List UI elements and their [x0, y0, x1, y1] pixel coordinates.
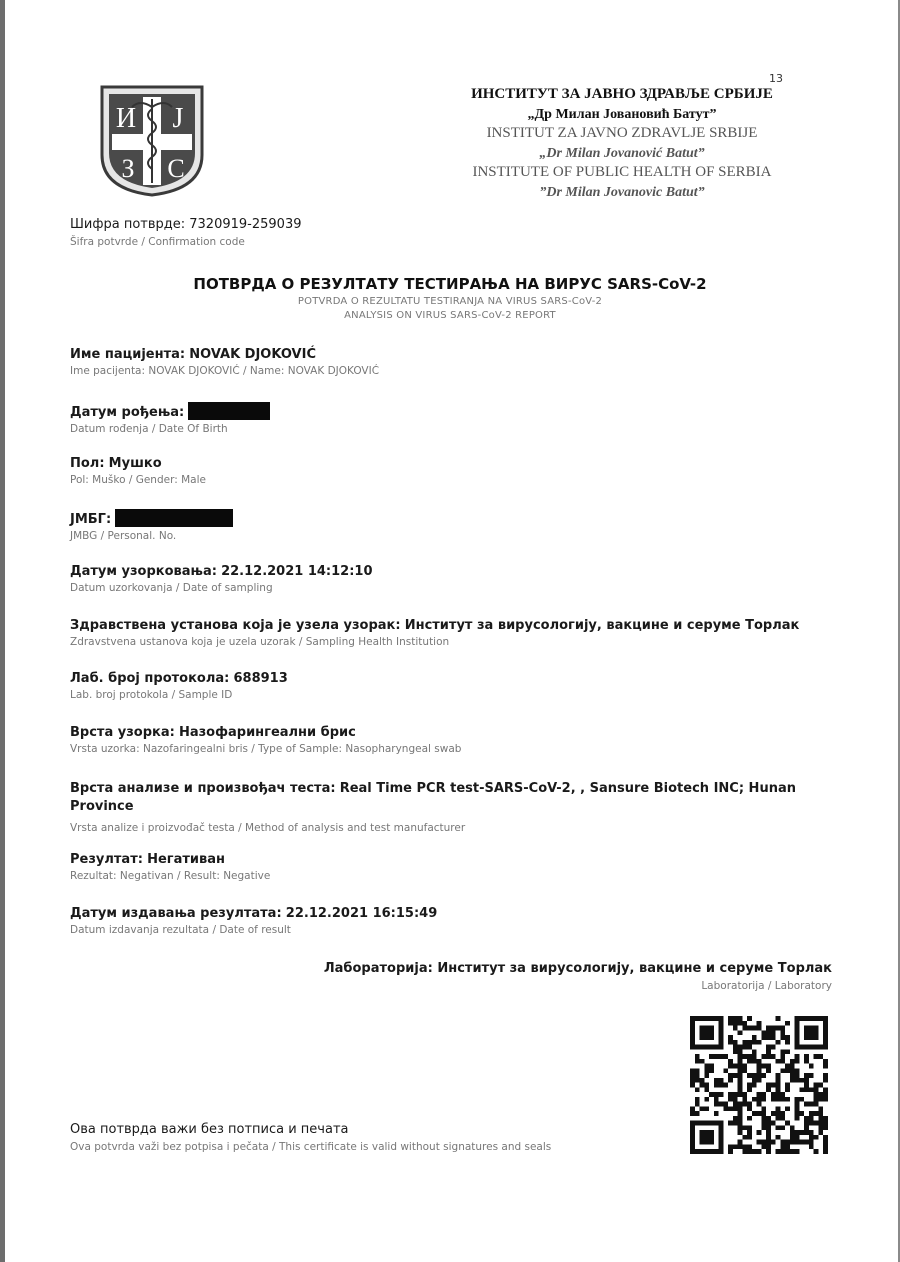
sampling-date-value: 22.12.2021 14:12:10	[221, 564, 373, 579]
title-main: ПОТВРДА О РЕЗУЛТАТУ ТЕСТИРАЊА НА ВИРУС SARS-CoV-2	[193, 275, 707, 293]
field-sample-type	[70, 725, 830, 755]
institution-label: Здравствена установа која је узела узорак:	[70, 618, 401, 633]
result-date-label: Датум издавања резултата:	[70, 906, 282, 921]
sex-value: Мушко	[108, 456, 162, 471]
institute-name-english: INSTITUTE OF PUBLIC HEALTH OF SERBIA	[472, 164, 772, 180]
sampling-date-label: Датум узорковања:	[70, 564, 217, 579]
field-jmbg	[70, 509, 830, 542]
logo-letter-i: И	[115, 103, 137, 134]
analysis-sub: Vrsta analize i proizvođač testa / Method of analysis and test manufacturer	[70, 822, 466, 834]
validity-sub: Ova potvrda važi bez potpisa i pečata / This certificate is valid without signatures and seals	[70, 1141, 552, 1153]
institute-header	[440, 85, 804, 202]
laboratory-label: Лабораторија:	[323, 961, 433, 976]
field-protocol	[70, 671, 830, 701]
logo-letter-s: С	[167, 154, 185, 183]
patient-sub: Ime pacijenta: NOVAK DJOKOVIĆ / Name: NOVAK DJOKOVIĆ	[70, 365, 380, 377]
sample-type-value: Назофарингеални брис	[178, 725, 356, 740]
field-institution	[70, 618, 830, 648]
logo-letter-j: Ј	[172, 103, 184, 134]
logo-letter-z: З	[121, 154, 135, 183]
validity-note	[70, 1122, 551, 1153]
institute-logo	[100, 85, 204, 197]
protocol-sub: Lab. broj protokola / Sample ID	[70, 689, 233, 701]
field-analysis	[70, 780, 818, 837]
protocol-value: 688913	[233, 671, 288, 686]
jmbg-sub: JMBG / Personal. No.	[70, 530, 177, 542]
institution-value: Институт за вирусологију, вакцине и серуме Торлак	[404, 618, 800, 633]
laboratory	[324, 961, 832, 992]
title-english: ANALYSIS ON VIRUS SARS-CoV-2 REPORT	[344, 310, 556, 321]
patient-label: Име пацијента:	[70, 347, 186, 362]
laboratory-value: Институт за вирусологију, вакцине и серуме Торлак	[437, 961, 832, 976]
protocol-label: Лаб. број протокола:	[70, 671, 230, 686]
result-date-value: 22.12.2021 16:15:49	[285, 906, 438, 921]
confirmation-label: Шифра потврде:	[70, 217, 186, 232]
jmbg-label: ЈМБГ:	[70, 512, 112, 527]
validity-main: Ова потврда важи без потписа и печата	[70, 1122, 349, 1137]
field-sampling-date	[70, 564, 830, 594]
dob-redaction	[188, 402, 270, 420]
analysis-value: Real Time PCR test-SARS-CoV-2, , Sansure Biotech INC; Hunan Province	[70, 781, 796, 814]
result-date-sub: Datum izdavanja rezultata / Date of result	[70, 924, 291, 936]
dob-sub: Datum rođenja / Date Of Birth	[70, 423, 228, 435]
patient-value: NOVAK DJOKOVIĆ	[189, 347, 316, 362]
confirmation-sub: Šifra potvrde / Confirmation code	[70, 236, 245, 248]
institute-name-cyrillic: ИНСТИТУТ ЗА ЈАВНО ЗДРАВЉЕ СРБИЈЕ	[471, 86, 773, 102]
analysis-label: Врста анализе и произвођач теста:	[70, 781, 336, 796]
result-label: Резултат:	[70, 852, 143, 867]
field-dob	[70, 402, 830, 435]
document-title	[0, 275, 900, 321]
institution-sub: Zdravstvena ustanova koja je uzela uzorak / Sampling Health Institution	[70, 636, 450, 648]
sex-label: Пол:	[70, 456, 105, 471]
sampling-date-sub: Datum uzorkovanja / Date of sampling	[70, 582, 273, 594]
sample-type-sub: Vrsta uzorka: Nazofaringealni bris / Type of Sample: Nasopharyngeal swab	[70, 743, 462, 755]
confirmation-code	[70, 217, 301, 248]
jmbg-redaction	[115, 509, 233, 527]
field-result	[70, 852, 830, 882]
confirmation-value: 7320919-259039	[189, 217, 302, 232]
qr-code	[690, 1016, 828, 1154]
result-value: Негативан	[147, 852, 225, 867]
laboratory-sub: Laboratorija / Laboratory	[701, 980, 832, 992]
institute-patron-cyrillic: „Др Милан Јовановић Батут”	[527, 106, 717, 122]
institute-name-latin: INSTITUT ZA JAVNO ZDRAVLJE SRBIJE	[486, 125, 758, 141]
result-sub: Rezultat: Negativan / Result: Negative	[70, 870, 271, 882]
page-number: 13	[769, 72, 783, 85]
scan-left-edge	[0, 0, 5, 1262]
institute-patron-latin: „Dr Milan Jovanović Batut”	[539, 145, 705, 161]
field-result-date	[70, 906, 830, 936]
institute-patron-english: ”Dr Milan Jovanovic Batut”	[539, 184, 705, 200]
field-patient	[70, 347, 830, 377]
field-sex	[70, 456, 830, 486]
sample-type-label: Врста узорка:	[70, 725, 175, 740]
sex-sub: Pol: Muško / Gender: Male	[70, 474, 206, 486]
dob-label: Датум рођења:	[70, 405, 185, 420]
title-latin: POTVRDA O REZULTATU TESTIRANJA NA VIRUS SARS-CoV-2	[297, 296, 603, 307]
